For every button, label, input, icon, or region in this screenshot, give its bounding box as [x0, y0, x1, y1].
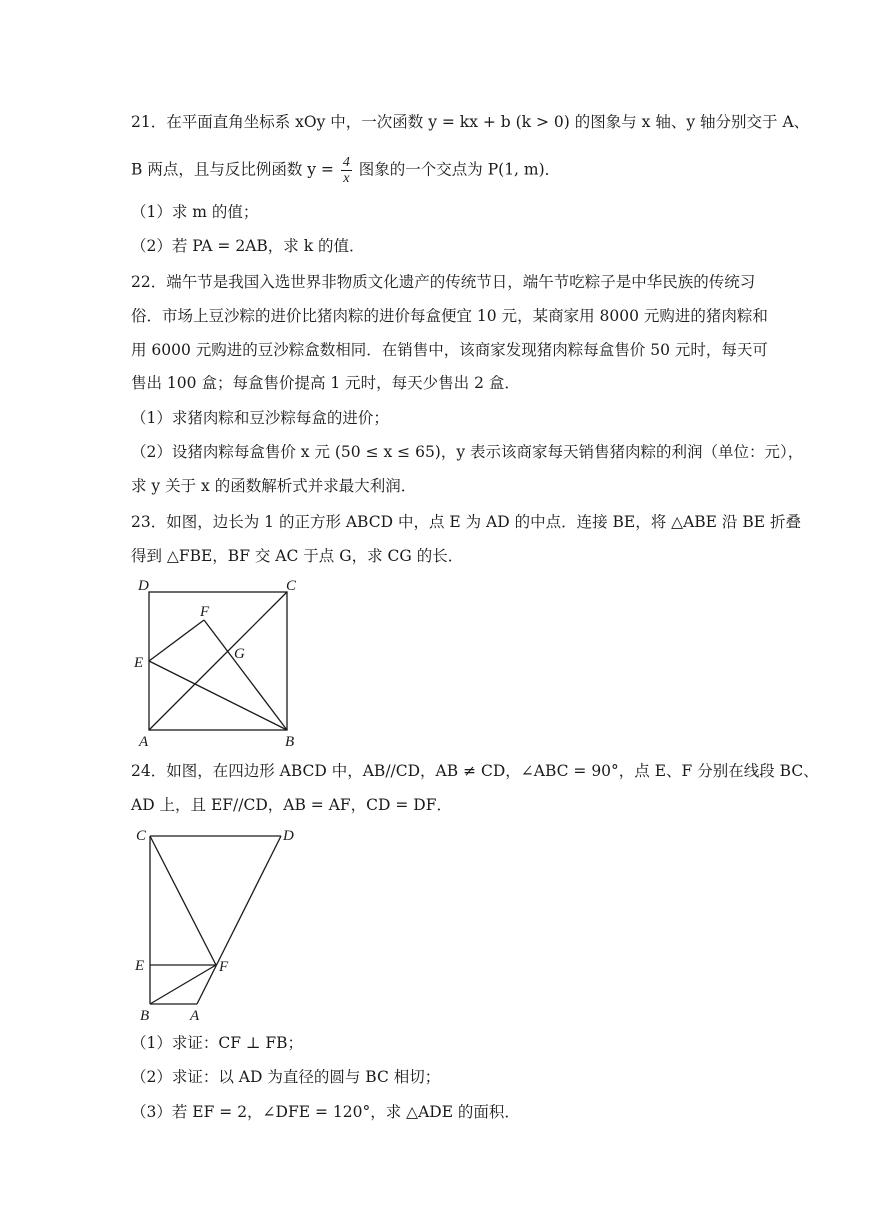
q23-line1: 23．如图，边长为 1 的正方形 ABCD 中，点 E 为 AD 的中点．连接 BE，将 △ABE 沿 BE 折叠	[131, 513, 801, 531]
q23-label-b: B	[285, 734, 295, 750]
q23-label-f: F	[200, 604, 210, 620]
q24-line2: AD 上，且 EF//CD，AB = AF，CD = DF．	[131, 796, 452, 814]
q24-label-a: A	[190, 1008, 200, 1024]
q21-sub1: （1）求 m 的值；	[131, 203, 259, 221]
q23-line2: 得到 △FBE，BF 交 AC 于点 G，求 CG 的长．	[131, 547, 464, 565]
q23-label-c: C	[286, 578, 297, 594]
q24-sub2: （2）求证：以 AD 为直径的圆与 BC 相切；	[131, 1068, 441, 1086]
q24-label-d: D	[283, 828, 294, 844]
q24-label-c: C	[136, 828, 147, 844]
q23-label-g: G	[234, 646, 245, 662]
q23-label-a: A	[139, 734, 149, 750]
q21-line2-post: 图象的一个交点为 P(1, m)．	[358, 160, 561, 179]
q23-square-diagram	[130, 574, 310, 750]
q22-sub2a: （2）设猪肉粽每盒售价 x 元 (50 ≤ x ≤ 65)，y 表示该商家每天销售猪肉粽的利润（单位：元），	[131, 443, 804, 461]
q23-segment-eb	[149, 661, 287, 730]
q24-quadrilateral-diagram	[130, 822, 305, 1024]
q22-line3: 用 6000 元购进的豆沙粽盒数相同．在销售中，该商家发现猪肉粽每盒售价 50 元时，每天可	[131, 341, 768, 359]
q24-sub1: （1）求证：CF ⊥ FB；	[131, 1034, 304, 1052]
q21-line1: 21．在平面直角坐标系 xOy 中，一次函数 y = kx + b (k > 0) 的图象与 x 轴、y 轴分别交于 A、	[131, 113, 810, 131]
q22-line4: 售出 100 盒；每盒售价提高 1 元时，每天少售出 2 盒．	[131, 374, 520, 392]
q21-fraction	[341, 155, 352, 186]
q24-line1: 24．如图，在四边形 ABCD 中，AB//CD，AB ≠ CD，∠ABC = 90°，点 E、F 分别在线段 BC、	[131, 762, 819, 780]
q23-label-d: D	[138, 578, 149, 594]
q24-label-f: F	[219, 959, 229, 975]
q24-sub3: （3）若 EF = 2，∠DFE = 120°，求 △ADE 的面积．	[131, 1103, 520, 1121]
q21-fraction-denominator: x	[343, 171, 350, 186]
q21-line2-pre: B 两点，且与反比例函数 y =	[131, 160, 334, 179]
q21-fraction-numerator: 4	[342, 155, 350, 170]
q21-line2	[131, 155, 560, 186]
q22-line1: 22．端午节是我国入选世界非物质文化遗产的传统节日，端午节吃粽子是中华民族的传统习	[131, 273, 756, 291]
q24-label-e: E	[135, 958, 145, 974]
q23-label-e: E	[134, 655, 144, 671]
q22-line2: 俗．市场上豆沙粽的进价比猪肉粽的进价每盒便宜 10 元，某商家用 8000 元购进的猪肉粽和	[131, 307, 768, 325]
q22-sub1: （1）求猪肉粽和豆沙粽每盒的进价；	[131, 409, 389, 427]
q23-diagonal-ac	[149, 592, 287, 730]
q24-segment-cf	[150, 836, 216, 965]
q23-segment-fb	[204, 620, 287, 730]
q24-label-b: B	[140, 1008, 150, 1024]
q21-sub2: （2）若 PA = 2AB，求 k 的值．	[131, 237, 365, 255]
q23-segment-ef	[149, 620, 204, 661]
q22-sub2b: 求 y 关于 x 的函数解析式并求最大利润．	[131, 477, 417, 495]
q24-segment-ad	[197, 836, 281, 1004]
